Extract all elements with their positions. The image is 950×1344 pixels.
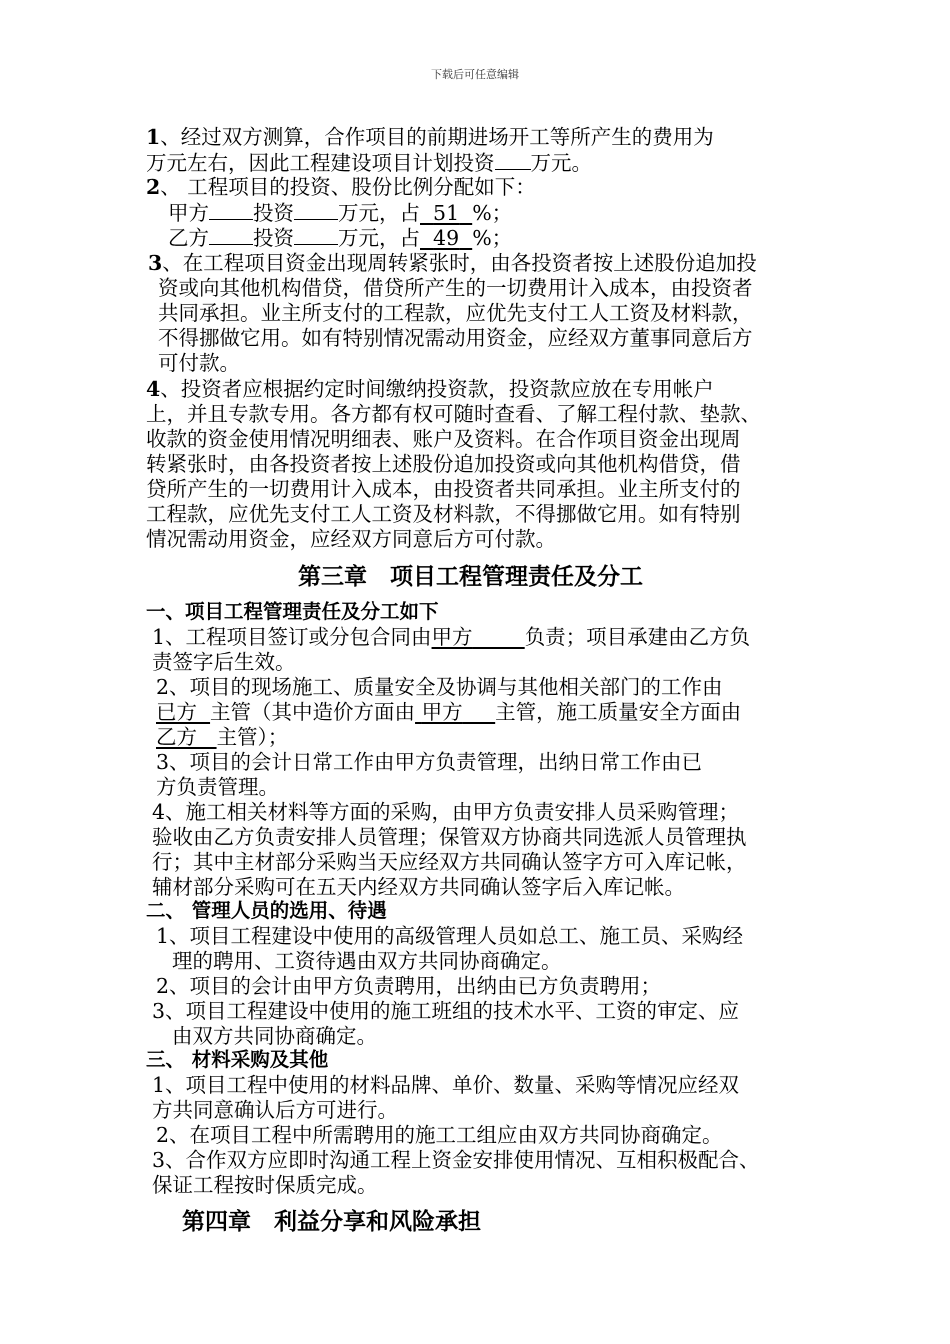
s1-item2-party2 (415, 700, 495, 724)
s1-item2-party3-name: 乙方 (156, 725, 197, 749)
s2-item2: 2、项目的会计由甲方负责聘用，出纳由已方负责聘用； (156, 974, 662, 998)
s1-item4-line2: 验收由乙方负责安排人员管理；保管双方协商共同选派人员管理执 (152, 825, 747, 849)
investment-blank (495, 149, 531, 170)
s3-item3-line2: 保证工程按时保质完成。 (152, 1173, 378, 1197)
party-yi-share (168, 224, 512, 251)
jia-unit-label: 万元，占 (338, 201, 420, 225)
para1-text3: 万元。 (530, 151, 592, 175)
s1-item2-line3 (156, 724, 288, 750)
party-jia-label: 甲方 (168, 201, 209, 225)
jia-percent-value: 51 (433, 201, 460, 225)
para3-number: 3 (148, 251, 163, 275)
s1-item1-line1 (152, 624, 750, 650)
s2-item3-line1: 3、项目工程建设中使用的施工班组的技术水平、工资的审定、应 (152, 999, 740, 1023)
party-jia-share (168, 199, 512, 226)
yi-percent-sign: %； (472, 226, 513, 250)
jia-amount-blank (209, 199, 253, 220)
section3-title: 三、 材料采购及其他 (146, 1048, 329, 1071)
s1-item2-party1 (156, 700, 210, 724)
party-yi-label: 乙方 (168, 226, 209, 250)
para3-line5: 可付款。 (158, 351, 240, 375)
s1-item2-line2 (156, 699, 741, 725)
para2-head (146, 174, 536, 200)
jia-percent-sign: %； (472, 201, 513, 225)
para4-text: 、投资者应根据约定时间缴纳投资款，投资款应放在专用帐户 (160, 377, 714, 401)
jia-percent (420, 201, 472, 225)
s1-item1-text: 1、工程项目签订或分包合同由 (152, 625, 432, 649)
yi-percent (420, 226, 472, 250)
para4-number: 4 (146, 377, 161, 401)
chapter3-title: 第三章 项目工程管理责任及分工 (298, 563, 643, 590)
yi-unit-label: 万元，占 (338, 226, 420, 250)
yi-amount-blank (209, 224, 253, 245)
jia-invest-label: 投资 (253, 201, 294, 225)
yi-invest-label: 投资 (253, 226, 294, 250)
s1-item2-party2-name: 甲方 (421, 700, 463, 724)
s1-item3-line1: 3、项目的会计日常工作由甲方负责管理，出纳日常工作由已 (156, 750, 703, 774)
s1-item4-line3: 行；其中主材部分采购当天应经双方共同确认签字方可入库记帐， (152, 850, 747, 874)
para3-text: 、在工程项目资金出现周转紧张时，由各投资者按上述股份追加投 (162, 251, 757, 275)
para1-line1 (146, 124, 714, 150)
s2-item1-line1: 1、项目工程建设中使用的高级管理人员如总工、施工员、采购经 (156, 924, 744, 948)
s1-item3-line2: 方负责管理。 (156, 775, 279, 799)
para4-line7: 情况需动用资金，应经双方同意后方可付款。 (146, 527, 556, 551)
yi-invest-blank (294, 224, 338, 245)
jia-invest-blank (294, 199, 338, 220)
section2-title: 二、 管理人员的选用、待遇 (146, 899, 387, 922)
para1-line2 (146, 149, 592, 176)
para3-line3: 共同承担。业主所支付的工程款，应优先支付工人工资及材料款， (158, 301, 753, 325)
s1-item1-text2: 负责；项目承建由乙方负 (524, 625, 751, 649)
s1-item4-line1: 4、施工相关材料等方面的采购，由甲方负责安排人员采购管理； (152, 800, 740, 824)
s1-item2-text3: 主管，施工质量安全方面由 (495, 700, 742, 724)
s1-item2-text4: 主管）； (216, 725, 289, 749)
s3-item1-line1: 1、项目工程中使用的材料品牌、单价、数量、采购等情况应经双 (152, 1073, 740, 1097)
page-header: 下载后可任意编辑 (431, 68, 519, 81)
chapter4-title: 第四章 利益分享和风险承担 (182, 1208, 481, 1235)
para3-line2: 资或向其他机构借贷，借贷所产生的一切费用计入成本，由投资者 (158, 276, 753, 300)
para1-number: 1 (146, 125, 161, 149)
para2-text: 、 工程项目的投资、股份比例分配如下： (160, 175, 536, 199)
s3-item1-line2: 方共同意确认后方可进行。 (152, 1098, 398, 1122)
para4-line2: 上，并且专款专用。各方都有权可随时查看、了解工程付款、垫款、 (146, 402, 761, 426)
para1-text2: 万元左右，因此工程建设项目计划投资 (146, 151, 495, 175)
s1-item2-party3 (156, 725, 217, 749)
para1-text: 、经过双方测算，合作项目的前期进场开工等所产生的费用为 (160, 125, 714, 149)
para4-line4: 转紧张时，由各投资者按上述股份追加投资或向其他机构借贷，借 (146, 452, 741, 476)
s1-item2-line1: 2、项目的现场施工、质量安全及协调与其他相关部门的工作由 (156, 675, 723, 699)
s2-item1-line2: 理的聘用、工资待遇由双方共同协商确定。 (172, 949, 562, 973)
para3-line1 (148, 250, 757, 276)
s1-item1-party-name: 甲方 (431, 625, 473, 649)
s3-item2: 2、在项目工程中所需聘用的施工工组应由双方共同协商确定。 (156, 1123, 723, 1147)
para2-number: 2 (146, 175, 161, 199)
para3-line4: 不得挪做它用。如有特别情况需动用资金，应经双方董事同意后方 (158, 326, 753, 350)
yi-percent-value: 49 (433, 226, 460, 250)
s1-item2-party1-name: 已方 (156, 700, 197, 724)
s1-item2-text2: 主管（其中造价方面由 (210, 700, 416, 724)
s1-item4-line4: 辅材部分采购可在五天内经双方共同确认签字后入库记帐。 (152, 875, 685, 899)
s1-item1-line2: 责签字后生效。 (152, 650, 296, 674)
para4-line1 (146, 376, 714, 402)
para4-line5: 贷所产生的一切费用计入成本，由投资者共同承担。业主所支付的 (146, 477, 741, 501)
s1-item1-party (432, 625, 525, 649)
section1-title: 一、项目工程管理责任及分工如下 (146, 600, 439, 623)
s2-item3-line2: 由双方共同协商确定。 (172, 1024, 377, 1048)
s3-item3-line1: 3、合作双方应即时沟通工程上资金安排使用情况、互相积极配合、 (152, 1148, 760, 1172)
para4-line6: 工程款，应优先支付工人工资及材料款，不得挪做它用。如有特别 (146, 502, 741, 526)
para4-line3: 收款的资金使用情况明细表、账户及资料。在合作项目资金出现周 (146, 427, 741, 451)
